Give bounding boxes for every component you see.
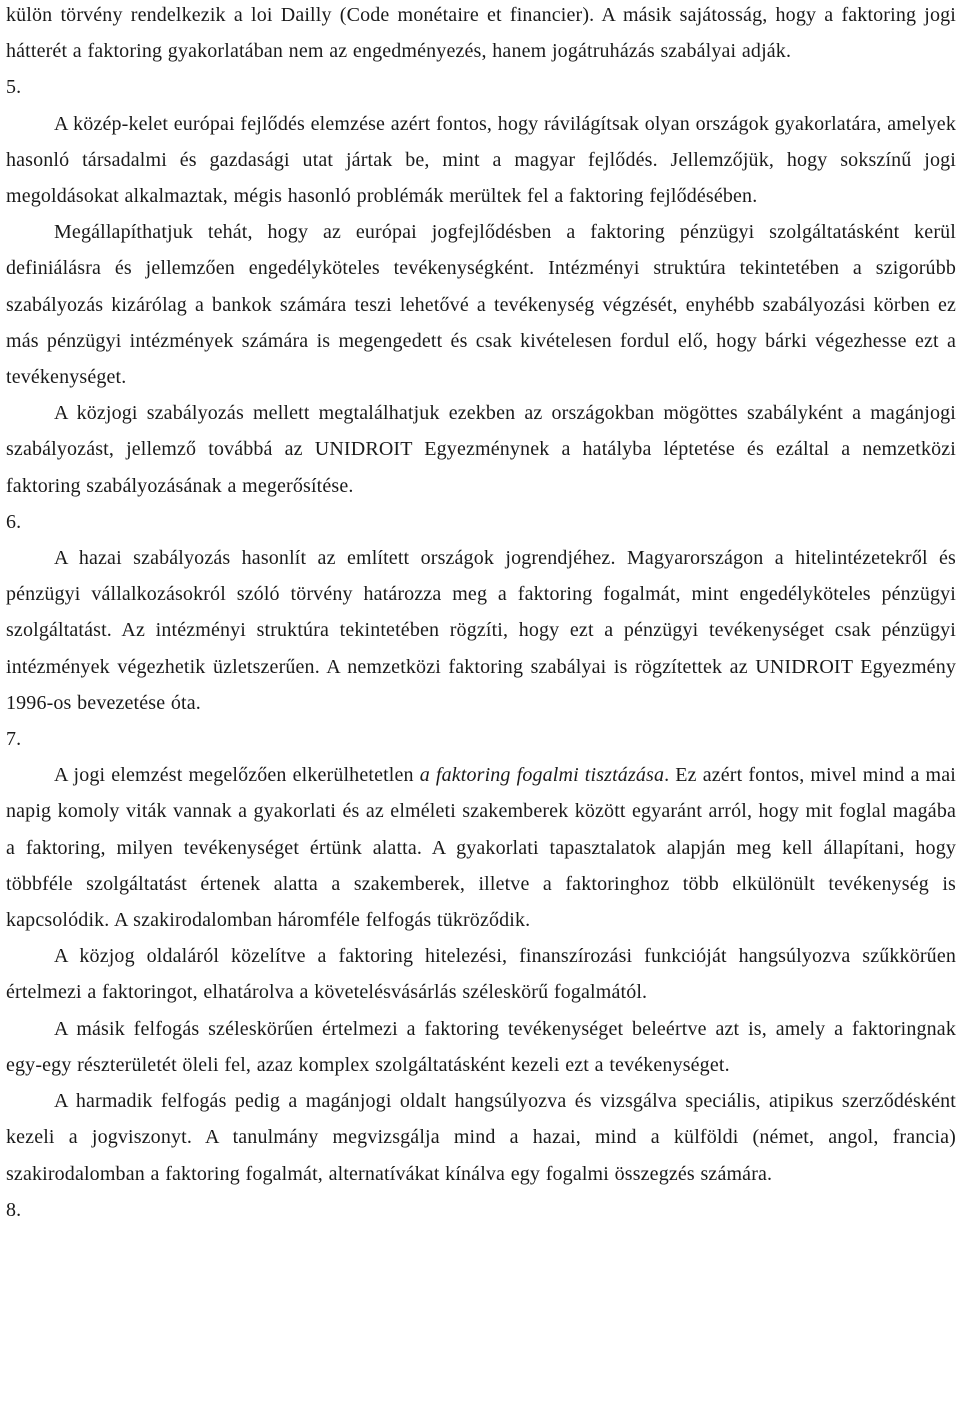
paragraph-text: . Ez azért fontos, mivel mind a mai napig komoly viták vannak a gyakorlati és az elméleti szakemberek között egyaránt arról, hogy mit foglal magába a faktoring, milyen tevékenységet értünk alatta. A gyakorlati tapasztalatok alapján meg kell állapítani, hogy többféle szolgáltatást értenek alatta a szakemberek, illetve a faktoringhoz több elkülönült tevékenység is kapcsolódik. A szakirodalomban háromféle felfogás tükröződik. [6,764,956,932]
paragraph-central-eastern-europe: A közép-kelet európai fejlődés elemzése azért fontos, hogy rávilágítsak olyan országok gyakorlatára, amelyek hasonló társadalmi és gazdasági utat jártak be, mint a magyar fejlődés. Jellemzőjük, hogy sokszínű jogi megoldásokat alkalmaztak, mégis hasonló problémák merültek fel a faktoring fejlődésében. [6,112,956,208]
paragraph-european-law-summary: Megállapíthatjuk tehát, hogy az európai jogfejlődésben a faktoring pénzügyi szolgáltatásként kerül definiálásra és jellemzően engedélyköteles tevékenységként. Intézményi struktúra tekintetében a szigorúbb szabályozás kizárólag a bankok számára teszi lehetővé a tevékenység végzését, enyhébb szabályozási körben ez más pénzügyi intézmények számára is megengedett és csak kivételesen fordul elő, hogy bárki végezhesse ezt a tevékenységet. [6,221,956,389]
emphasized-text: a faktoring fogalmi tisztázása [419,764,665,787]
section-number-5: 5. [6,76,22,99]
paragraph-private-law-view: A harmadik felfogás pedig a magánjogi oldalt hangsúlyozva és vizsgálva speciális, atipikus szerződésként kezeli a jogviszonyt. A tanulmány megvizsgálja mind a hazai, mind a külföldi (német, angol, francia) szakirodalomban a faktoring fogalmát, alternatívákat kínálva egy fogalmi összegzés számára. [6,1090,956,1185]
section-number-6: 6. [6,510,22,533]
paragraph-text: A jogi elemzést megelőzően elkerülhetetlen [54,764,420,787]
paragraph-continuation: külön törvény rendelkezik a loi Dailly (Code monétaire et financier). A másik sajátosság, hogy a faktoring jogi hátterét a faktoring gyakorlatában nem az engedményezés, hanem jogátruházás szabályai adják. [6,4,956,63]
paragraph-private-law: A közjogi szabályozás mellett megtalálhatjuk ezekben az országokban mögöttes szabályként a magánjogi szabályozást, jellemző továbbá az UNIDROIT Egyezménynek a hatályba léptetése és ezáltal a nemzetközi faktoring szabályozásának a megerősítése. [6,402,956,497]
paragraph-hungarian-regulation: A hazai szabályozás hasonlít az említett országok jogrendjéhez. Magyarországon a hitelintézetekről és pénzügyi vállalkozásokról szóló törvény határozza meg a faktoring fogalmát, mint engedélyköteles pénzügyi szolgáltatást. Az intézményi struktúra tekintetében rögzíti, hogy ezt a pénzügyi tevékenységet csak pénzügyi intézmények végezhetik üzletszerűen. A nemzetközi faktoring szabályai is rögzítettek az UNIDROIT Egyezmény 1996-os bevezetése óta. [6,547,956,714]
paragraph-public-law-view: A közjog oldaláról közelítve a faktoring hitelezési, finanszírozási funkcióját hangsúlyozva szűkkörűen értelmezi a faktoringot, elhatárolva a követelésvásárlás széleskörű fogalmától. [6,945,956,1004]
paragraph-broad-view: A másik felfogás széleskörűen értelmezi a faktoring tevékenységet beleértve azt is, amely a faktoringnak egy-egy részterületét öleli fel, azaz komplex szolgáltatásként kezeli ezt a tevékenységet. [6,1017,956,1076]
paragraph-concept-clarification [6,757,956,938]
section-number-7: 7. [6,728,22,751]
document-page [6,0,956,1228]
section-number-8: 8. [6,1198,22,1221]
